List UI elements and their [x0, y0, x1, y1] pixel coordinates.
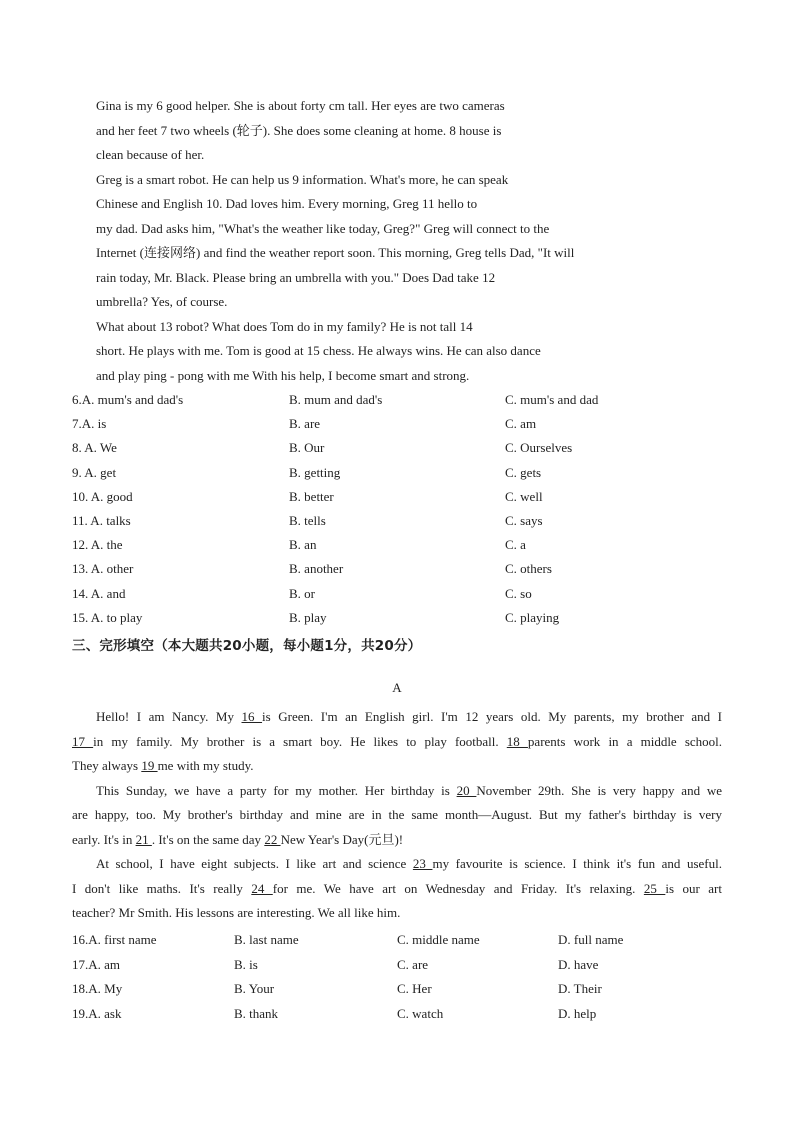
- question-options-row: [72, 928, 752, 953]
- option-c: C. are: [397, 956, 429, 972]
- passage-text: November 29th. She is very happy and we: [476, 782, 723, 798]
- option-b: B. are: [289, 416, 321, 432]
- option-b: B. another: [289, 561, 344, 577]
- passage-line: [72, 852, 722, 877]
- option-a: 19.A. ask: [72, 1005, 122, 1021]
- question-options-row: [72, 953, 752, 978]
- option-c: C. middle name: [397, 932, 480, 947]
- blank-19: 19: [141, 758, 158, 773]
- option-b: B. last name: [234, 932, 299, 947]
- passage-text: At school, I have eight subjects. I like art and science: [96, 856, 413, 871]
- passage-line: and play ping - pong with me With his help, I become smart and strong.: [96, 367, 470, 383]
- question-options-row: [72, 412, 752, 436]
- passage-line: Chinese and English 10. Dad loves him. Every morning, Greg 11 hello to: [96, 196, 478, 211]
- passage-text: teacher? Mr Smith. His lessons are interesting. We all like him.: [72, 905, 401, 920]
- option-a: 13. A. other: [72, 561, 134, 577]
- option-c: C. watch: [397, 1005, 444, 1021]
- option-c: C. mum's and dad: [505, 392, 599, 407]
- option-c: C. well: [505, 488, 543, 504]
- option-b: B. better: [289, 488, 334, 504]
- option-c: C. a: [505, 537, 526, 553]
- passage-line: [72, 754, 722, 779]
- option-b: B. an: [289, 537, 317, 553]
- passage-line: [72, 877, 722, 902]
- passage-text: . It's on the same day: [151, 831, 265, 847]
- passage-text: New Year's Day(元旦)!: [280, 831, 404, 847]
- blank-24: 24: [251, 880, 273, 896]
- option-c: C. am: [505, 416, 537, 432]
- passage-text: my favourite is science. I think it's fun and useful.: [432, 856, 722, 871]
- option-b: B. getting: [289, 464, 341, 480]
- option-d: D. help: [558, 1005, 597, 1021]
- option-a: 17.A. am: [72, 956, 121, 972]
- passage-text: is Green. I'm an English girl. I'm 12 years old. My parents, my brother and I: [262, 709, 723, 724]
- passage-text: parents work in a middle school.: [527, 733, 723, 749]
- option-d: D. have: [558, 956, 599, 972]
- question-options-row: [72, 461, 752, 485]
- passage-text: They always: [72, 758, 142, 773]
- passage-text: This Sunday, we have a party for my mother. Her birthday is: [96, 782, 457, 798]
- option-a: 12. A. the: [72, 537, 123, 553]
- blank-21: 21: [135, 831, 152, 847]
- passage-text: I don't like maths. It's really: [72, 880, 252, 896]
- passage-line: Gina is my 6 good helper. She is about forty cm tall. Her eyes are two cameras: [96, 98, 505, 113]
- option-a: 7.A. is: [72, 416, 107, 432]
- option-c: C. says: [505, 512, 543, 528]
- passage-text: for me. We have art on Wednesday and Friday. It's relaxing.: [272, 880, 644, 896]
- blank-25: 25: [643, 880, 666, 896]
- passage-line: [72, 803, 722, 828]
- option-b: B. tells: [289, 512, 326, 528]
- blank-16: 16: [241, 709, 263, 724]
- option-b: B. Our: [289, 440, 325, 456]
- option-a: 9. A. get: [72, 464, 117, 480]
- option-a: 14. A. and: [72, 585, 126, 601]
- passage-line: [72, 705, 722, 730]
- passage-line: Internet (连接网络) and find the weather report soon. This morning, Greg tells Dad, "It will: [96, 245, 575, 260]
- option-d: D. Their: [558, 981, 602, 996]
- question-options-row: [72, 509, 752, 533]
- question-options-row: [72, 1002, 752, 1027]
- blank-18: 18: [506, 733, 528, 749]
- option-c: C. Ourselves: [505, 440, 573, 456]
- option-b: B. mum and dad's: [289, 392, 383, 407]
- option-a: 8. A. We: [72, 440, 117, 456]
- passage-line: umbrella? Yes, of course.: [96, 294, 228, 309]
- passage-line: short. He plays with me. Tom is good at 15 chess. He always wins. He can also dance: [96, 343, 541, 358]
- passage-text: are happy, too. My brother's birthday and mine are in the same month—August. But my father's birthday is very: [72, 807, 722, 822]
- passage-line: rain today, Mr. Black. Please bring an umbrella with you." Does Dad take 12: [96, 269, 496, 285]
- passage-line: and her feet 7 two wheels (轮子). She does some cleaning at home. 8 house is: [96, 122, 502, 138]
- question-options-row: [72, 485, 752, 509]
- cloze-passage-nancy: [72, 705, 722, 926]
- passage-line: clean because of her.: [96, 147, 205, 162]
- blank-17: 17: [72, 733, 94, 749]
- passage-text: me with my study.: [157, 758, 254, 773]
- reading-passage-robots: [96, 94, 696, 388]
- option-b: B. play: [289, 609, 327, 625]
- passage-line: [72, 901, 722, 926]
- passage-line: Greg is a smart robot. He can help us 9 information. What's more, he can speak: [96, 171, 509, 187]
- question-options-row: [72, 606, 752, 630]
- option-c: C. others: [505, 561, 552, 577]
- blank-22: 22: [264, 831, 281, 847]
- question-options-row: [72, 977, 752, 1002]
- option-b: B. or: [289, 585, 315, 601]
- option-b: B. thank: [234, 1005, 279, 1021]
- passage-text: in my family. My brother is a smart boy. He likes to play football.: [93, 733, 507, 749]
- option-c: C. gets: [505, 464, 542, 480]
- option-a: 18.A. My: [72, 981, 123, 996]
- passage-line: [72, 779, 722, 804]
- options-list-16-19: [72, 928, 752, 1026]
- question-options-row: [72, 533, 752, 557]
- question-options-row: [72, 582, 752, 606]
- question-options-row: [72, 436, 752, 460]
- passage-text: Hello! I am Nancy. My: [96, 709, 242, 724]
- passage-text: is our art: [665, 880, 722, 896]
- options-list-6-15: [72, 388, 752, 630]
- option-a: 10. A. good: [72, 488, 133, 504]
- question-options-row: [72, 557, 752, 581]
- passage-line: [72, 828, 722, 853]
- question-options-row: [72, 388, 752, 412]
- option-c: C. Her: [397, 981, 432, 996]
- option-d: D. full name: [558, 932, 624, 947]
- section-heading: 三、完形填空（本大题共20小题，每小题1分，共20分）: [72, 638, 422, 654]
- passage-text: early. It's in: [72, 831, 136, 847]
- passage-line: my dad. Dad asks him, "What's the weather like today, Greg?" Greg will connect to the: [96, 220, 550, 236]
- passage-line: [72, 730, 722, 755]
- option-a: 15. A. to play: [72, 609, 143, 625]
- option-b: B. Your: [234, 981, 275, 996]
- blank-20: 20: [456, 782, 477, 798]
- blank-23: 23: [412, 856, 433, 871]
- passage-line: What about 13 robot? What does Tom do in my family? He is not tall 14: [96, 318, 473, 334]
- option-a: 11. A. talks: [72, 512, 131, 528]
- part-label: A: [392, 680, 402, 695]
- option-a: 16.A. first name: [72, 932, 157, 947]
- option-b: B. is: [234, 956, 258, 972]
- option-a: 6.A. mum's and dad's: [72, 392, 184, 407]
- option-c: C. playing: [505, 609, 560, 625]
- option-c: C. so: [505, 585, 532, 601]
